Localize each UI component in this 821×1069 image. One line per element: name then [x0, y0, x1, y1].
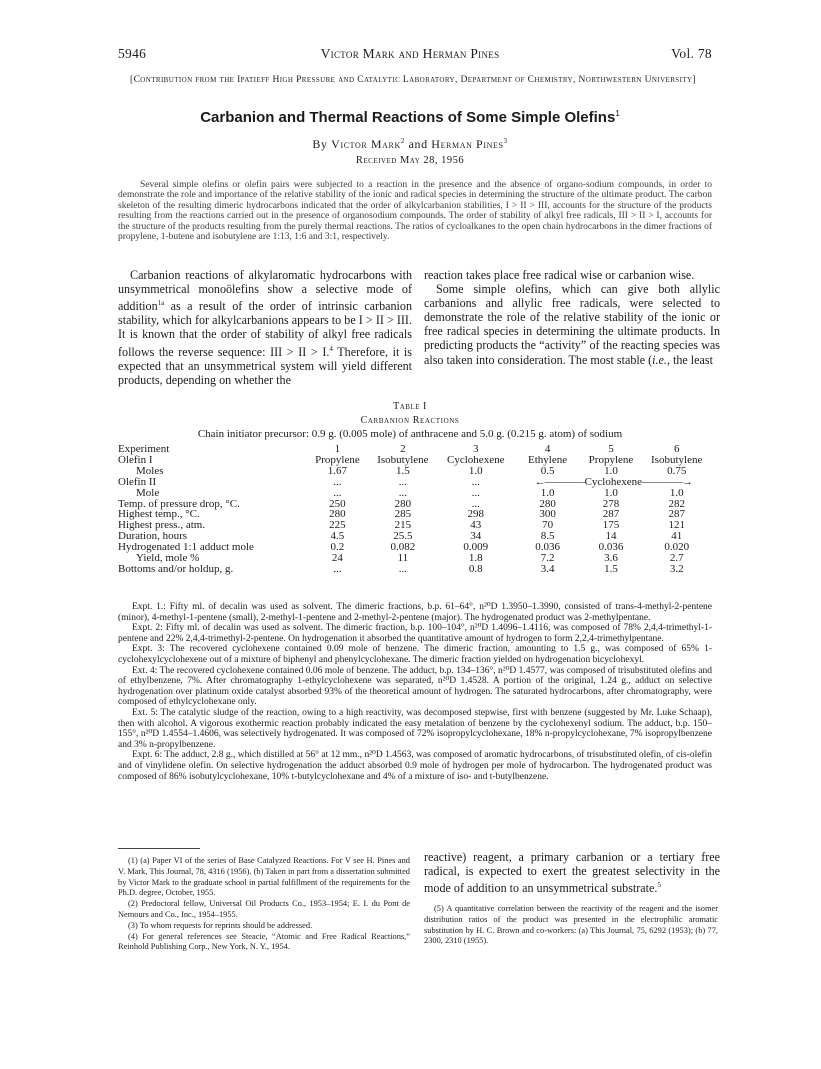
body-right-p2-b: , the least: [666, 352, 713, 367]
table-cell: 1.67: [327, 464, 348, 477]
table-label: Table I: [393, 401, 427, 412]
body-right-p2-a: Some simple olefins, which can give both allylic carbanions and allylic free radicals, were selected to demonstrate the role of the relative stability of the ionic or free radical species in determining the ultimate products. In predicting products the “activity” of the reacting species was also taken into consideration. The most stable (: [424, 282, 720, 367]
body-right-bottom: [424, 850, 720, 895]
table-cell: 43: [470, 519, 482, 532]
table-cell: 0.8: [468, 562, 483, 575]
table-cell: 1.0: [604, 486, 618, 499]
table-cell: ...: [398, 562, 408, 575]
table-cell: 70: [542, 519, 554, 532]
body-right-paragraph-1: reaction takes place free radical wise or carbanion wise.: [424, 268, 695, 282]
table-cell: ...: [398, 475, 408, 488]
table-cell: 215: [394, 519, 412, 532]
body-left-part-2: as a result of the order of intrinsic carbanion stability, which for alkylcarbanions appears to be I > II > III. It is known that the order of stability of alkyl free radicals follows the reverse sequence: III > II > I.: [118, 299, 412, 359]
row-label: Experiment: [118, 443, 170, 455]
table-cell: 1.8: [468, 552, 483, 565]
row-label: Highest temp., °C.: [118, 508, 200, 521]
table-cell: 6: [673, 443, 680, 455]
table-caption: Carbanion Reactions: [360, 415, 460, 426]
table-cell: 0.75: [667, 464, 687, 477]
table-cell: ...: [471, 486, 480, 499]
row-label: Hydrogenated 1:1 adduct mole: [118, 541, 254, 554]
table-cell: 41: [671, 530, 683, 543]
footnote-5: (5) A quantitative correlation between the reactivity of the reagent and the isomer distribution ratios of the product was presented in the electrophilic aromatic substitution by H. C. Brown and co-workers: (a) This Journal, 75, 6292 (1953); (b) 77, 2300, 2310 (1955).: [424, 904, 718, 946]
table-cell: 2.7: [669, 552, 684, 565]
running-title: Victor Mark and Herman Pines: [320, 46, 500, 61]
table-cell: 287: [602, 508, 620, 521]
table-cell: 5: [608, 443, 614, 455]
table-cell: ...: [333, 475, 342, 488]
table-note: Expt. 3: The recovered cyclohexene contained 0.09 mole of benzene. The dimeric fraction, amounting to 1.5 g., was composed of 65% 1-cyclohexylcyclohexene out of a mixture of biphenyl and phenylcyclohexane. The dimeric fraction yielded on hydrogenation bicyclohexyl.: [118, 644, 712, 665]
table-cell: 1.0: [669, 486, 684, 499]
table-cell: 3.2: [669, 562, 684, 575]
ref-mark-1a: 1a: [157, 299, 165, 308]
table-cell: 8.5: [540, 530, 555, 543]
body-right-column: [424, 268, 720, 367]
row-label: Duration, hours: [118, 530, 188, 543]
author-1: Victor Mark: [331, 137, 401, 151]
table-cell: ...: [398, 486, 408, 499]
body-right-bottom-text: reactive) reagent, a primary carbanion or a tertiary free radical, is expected to exert the greatest selectivity in the mode of addition to an unsymmetrical substrate.: [424, 850, 720, 896]
body-left-part-3: Therefore, it is expected that an unsymmetrical system will yield different products, depending on whether the: [118, 344, 412, 387]
table-row: [118, 542, 712, 553]
row-label: Moles: [136, 464, 164, 477]
table-cell: 1.0: [604, 464, 618, 477]
byline: [100, 137, 720, 152]
contribution-line: [Contribution from the Ipatieff High Pressure and Catalytic Laboratory, Department of Chemistry, Northwestern University]: [130, 75, 696, 85]
table-cell: 3.6: [604, 552, 618, 565]
footnote-rule: [118, 848, 200, 849]
table-note: Ext. 5: The catalytic sludge of the reaction, owing to a high reactivity, was decomposed stepwise, first with benzene (suggested by Mr. Luke Schaap), then with alcohol. A vigorous exothermic reaction probably indicated the easy metalation of benzene by the cyclohexenyl sodium. The adduct, b.p. 150–155°, n²⁰D 1.4554–1.4606, was selectively hydrogenated. It was composed of 72% isopropylcyclohexane, 18% n-propylcyclohexane, 7% isopropylbenzene and 3% n-propylbenzene.: [118, 707, 712, 750]
table-cell: 121: [668, 519, 685, 532]
table-note: Ext. 4: The recovered cyclohexene contained 0.06 mole of benzene. The adduct, b.p. 134–136°, n²⁰D 1.4577, was composed of trisubstituted olefins and of ethylbenzene, 7%. After chromatography 1-ethylcyclohexene was separated, n²⁰D 1.4528. A portion of the original, 1.24 g., adduct on selective hydrogenation over platinum oxide catalyst absorbed 93% of the theoretical amount of hydrogen. The saturated hydrocarbons, after chromatography, were composed of ethylcyclohexane only.: [118, 665, 712, 708]
author-2-mark: 3: [503, 137, 508, 145]
abstract: Several simple olefins or olefin pairs were subjected to a reaction in the presence and the absence of organo-sodium compounds, in order to demonstrate the role and importance of the relative stability of the ionic and radical species in determining the structure of the ultimate product. The carbon skeleton of the resulting dimeric hydrocarbons indicated that the order of alkylcarbanion stabilities, I > II > III, accounts for the structure of the products resulting from the reactions carried out in the presence of organosodium compounds. The order of stability of alkyl free radicals, III > II > I, accounts for the structure of the products resulting from the purely thermal reactions. The ratios of cycloalkanes to the open chain hydrocarbons in the dimer fractions of propylene, 1-butene and isobutylene are 1:13, 1:6 and 3:1, respectively.: [118, 180, 712, 243]
table-cell: 0.082: [390, 541, 416, 554]
table-note: Expt. 6: The adduct, 2.8 g., which distilled at 56° at 12 mm., n²⁰D 1.4563, was composed of aromatic hydrocarbons, of trisubstituted olefin, of cis-olefin and of vinylidene olefin. On selective hydrogenation the adduct absorbed 0.9 mole of hydrogen per mole of hydrocarbon. The hydrogenated product was composed of 86% isobutylcyclohexane, 10% t-butylcyclohexane and 4% of a mixture of iso- and t-butylbenzene.: [118, 750, 712, 782]
table-cell: 1: [334, 443, 341, 455]
table-cell: ...: [333, 486, 342, 499]
table-cell: 3.4: [540, 562, 555, 575]
table-cell: 280: [394, 497, 412, 510]
volume-label: Vol. 78: [671, 46, 712, 61]
table-row: [118, 488, 712, 499]
table-cell: Isobutylene: [377, 453, 429, 466]
table-notes: [118, 602, 712, 782]
table-note: Expt. 2: Fifty ml. of decalin was used as solvent. The dimeric fraction, b.p. 100–104°, n²⁰D 1.4096–1.4116, was composed of 78% 2,4,4-trimethyl-1-pentene and 22% 2,4,4-trimethyl-2-pentene. On hydrogenation it absorbed the quantitative amount of hydrogen to form 2,2,4-trimethylpentane.: [118, 623, 712, 644]
table-row: [118, 499, 712, 510]
table-cell: 1.0: [468, 464, 483, 477]
table-cell: 24: [331, 552, 343, 565]
span-arrow: ←————Cyclohexene————→: [534, 475, 692, 488]
table-cell: 0.009: [463, 541, 489, 554]
body-right-p2-ie: i.e.: [652, 352, 667, 367]
title-footnote-mark: 1: [615, 109, 620, 118]
olefin-2-span-cell: [515, 477, 712, 488]
received-date: Received May 28, 1956: [355, 155, 465, 166]
table-cell: 3: [473, 443, 479, 455]
table-cell: 300: [539, 508, 556, 521]
page-number: 5946: [118, 46, 147, 61]
body-left-column: [118, 268, 412, 387]
row-label: Temp. of pressure drop, °C.: [118, 497, 240, 510]
table-row: [118, 520, 712, 531]
table-row: [118, 477, 712, 488]
table-cell: 298: [467, 508, 484, 521]
table-cell: 1.0: [540, 486, 555, 499]
table-cell: 4: [544, 443, 551, 455]
table-cell: 282: [668, 497, 685, 510]
table-cell: 0.2: [330, 541, 345, 554]
table-cell: Isobutylene: [651, 453, 703, 466]
footnotes-left: [118, 856, 410, 953]
author-1-mark: 2: [400, 137, 405, 145]
article-title: [100, 109, 720, 126]
table-cell: 11: [397, 552, 409, 565]
table-cell: 7.2: [540, 552, 555, 565]
table-precursor-note: Chain initiator precursor: 0.9 g. (0.005 mole) of anthracene and 5.0 g. (0.215 g. atom) of sodium: [197, 428, 623, 440]
table-cell: 1.5: [396, 464, 410, 477]
table-cell: 250: [329, 497, 346, 510]
table-cell: ...: [471, 497, 480, 510]
table-cell: 0.5: [540, 464, 555, 477]
table-cell: Propylene: [588, 453, 634, 466]
footnote: (3) To whom requests for reprints should be addressed.: [128, 920, 313, 930]
article-title-text: Carbanion and Thermal Reactions of Some Simple Olefins: [200, 109, 616, 126]
row-label: Olefin II: [118, 475, 157, 488]
byline-joiner: and: [404, 137, 432, 151]
table-cell: 34: [470, 530, 482, 543]
footnote: (2) Predoctoral fellow, Universal Oil Products Co., 1953–1954; E. I. du Pont de Nemours and Co., Inc., 1954–1955.: [118, 899, 410, 919]
row-label: Bottoms and/or holdup, g.: [118, 562, 234, 575]
table-cell: 278: [602, 497, 620, 510]
table-cell: 0.036: [535, 541, 560, 554]
table-cell: 1.5: [604, 562, 618, 575]
table-cell: Ethylene: [528, 453, 568, 466]
table-row: [118, 509, 712, 520]
row-label: Olefin I: [118, 453, 153, 466]
ref-mark-5: 5: [657, 881, 661, 890]
table-note: Expt. 1.: Fifty ml. of decalin was used as solvent. The dimeric fractions, b.p. 61–64°, n²⁰D 1.3950–1.3990, consisted of trans-4-methyl-2-pentene (minor), 4-methyl-1-pentene (small), 2-methyl-1-pentene and 2-methyl-2-pentene (major). The hydrogenated product was 2-methylpentane.: [118, 602, 712, 623]
table-cell: ...: [471, 475, 480, 488]
footnote: (4) For general references see Steacie, “Atomic and Free Radical Reactions,” Reinhold Publishing Corp., New York, N. Y., 1954.: [118, 931, 410, 952]
table-cell: Propylene: [315, 453, 360, 466]
byline-prefix: By: [312, 137, 332, 151]
table-cell: 287: [668, 508, 685, 521]
body-left-part-1: Carbanion reactions of alkylaromatic hydrocarbons with unsymmetrical monoölefins show a selective mode of addition: [118, 268, 412, 314]
body-right-paragraph-2: [424, 282, 720, 367]
table-row: [118, 455, 712, 466]
table-cell: 2: [400, 443, 406, 455]
carbanion-reactions-table: [118, 444, 712, 575]
table-cell: Cyclohexene: [447, 453, 505, 466]
table-cell: ...: [333, 562, 342, 575]
author-2: Herman Pines: [431, 137, 504, 151]
table-cell: 14: [605, 530, 617, 543]
row-label: Mole: [136, 486, 160, 499]
table-row: [118, 564, 712, 575]
olefin-2-span-label: Cyclohexene: [584, 475, 642, 488]
row-label: Yield, mole %: [136, 552, 200, 565]
table-cell: 175: [602, 519, 620, 532]
table-cell: 0.020: [664, 541, 690, 554]
table-cell: 4.5: [330, 530, 345, 543]
row-label: Highest press., atm.: [118, 519, 206, 532]
table-cell: 0.036: [598, 541, 624, 554]
table-cell: 280: [329, 508, 346, 521]
footnote: (1) (a) Paper VI of the series of Base Catalyzed Reactions. For V see H. Pines and V. Mark, This Journal, 78, 4316 (1956). (b) Taken in part from a dissertation submitted by Victor Mark to the graduate school in partial fulfillment of the requirements for the Ph.D. degree, October, 1955.: [118, 856, 410, 898]
table-cell: 25.5: [393, 530, 413, 543]
table-cell: 280: [539, 497, 556, 510]
table-cell: 285: [394, 508, 412, 521]
table-cell: 225: [329, 519, 346, 532]
ref-mark-4: 4: [329, 344, 333, 353]
